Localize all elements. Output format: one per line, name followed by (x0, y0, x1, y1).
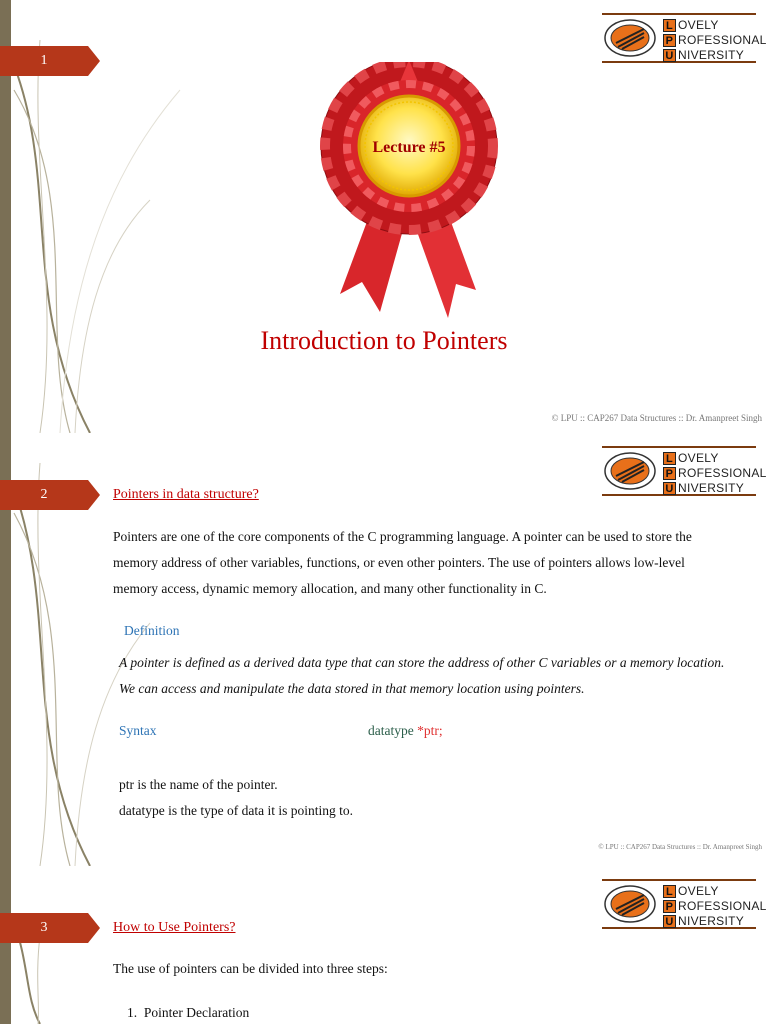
slide-heading: How to Use Pointers? (113, 920, 236, 935)
university-seal-icon (604, 19, 656, 57)
note-line: datatype is the type of data it is pointing to. (119, 803, 353, 818)
syntax-type: datatype (368, 723, 418, 738)
slide-number: 2 (40, 487, 48, 502)
intro-paragraph: Pointers are one of the core components of the C programming language. A pointer can be used to store the memory address of other variables, functions, or even other pointers. The use of pointers allows low-level memory access, dynamic memory allocation, and many other functionality in C. (113, 529, 692, 596)
syntax-label: Syntax (119, 723, 157, 738)
logo-letter-u: U (663, 915, 676, 928)
definition-text: A pointer is defined as a derived data type that can store the address of other C variables or a memory location. We can access and manipulate the data stored in that memory location using pointers. (119, 655, 725, 696)
logo-word-professional: ROFESSIONAL (678, 33, 767, 47)
slide-2 (0, 433, 768, 866)
logo-letter-l: L (663, 452, 676, 465)
university-logo (602, 879, 767, 929)
logo-letter-p: P (663, 900, 676, 913)
rosette-badge-icon (300, 62, 520, 322)
slide-number-tab (0, 480, 100, 510)
note-line: ptr is the name of the pointer. (119, 777, 278, 792)
copyright-text: © LPU :: CAP267 Data Structures :: Dr. Amanpreet Singh (551, 413, 762, 423)
slide-title: Introduction to Pointers (260, 326, 508, 355)
slide-heading: Pointers in data structure? (113, 487, 259, 502)
university-logo (602, 13, 767, 63)
swirl-decoration (0, 866, 200, 1024)
logo-letter-u: U (663, 49, 676, 62)
slide-number-tab (0, 46, 100, 76)
logo-letter-p: P (663, 467, 676, 480)
copyright-text: © LPU :: CAP267 Data Structures :: Dr. Amanpreet Singh (598, 843, 762, 851)
slide-number: 1 (40, 53, 48, 68)
slide-1 (0, 0, 768, 433)
university-logo (602, 446, 767, 496)
university-seal-icon (604, 452, 656, 490)
logo-word-university: NIVERSITY (678, 481, 745, 495)
list-text: Pointer Declaration (143, 1005, 250, 1020)
logo-word-university: NIVERSITY (678, 48, 745, 62)
logo-word-professional: ROFESSIONAL (678, 899, 767, 913)
badge-text: Lecture #5 (372, 139, 446, 156)
logo-word-lovely: OVELY (678, 451, 719, 465)
syntax-ptr: *ptr; (417, 723, 443, 738)
logo-word-university: NIVERSITY (678, 914, 745, 928)
definition-label: Definition (124, 623, 180, 638)
list-marker: 1. (127, 1005, 138, 1020)
list-item (127, 1005, 249, 1021)
logo-letter-u: U (663, 482, 676, 495)
slide-3 (0, 866, 768, 1024)
logo-letter-l: L (663, 885, 676, 898)
university-seal-icon (604, 885, 656, 923)
logo-word-professional: ROFESSIONAL (678, 466, 767, 480)
logo-word-lovely: OVELY (678, 18, 719, 32)
logo-word-lovely: OVELY (678, 884, 719, 898)
slide-number: 3 (40, 920, 48, 935)
slide-number-tab (0, 913, 100, 943)
logo-letter-p: P (663, 34, 676, 47)
syntax-code (368, 723, 443, 739)
intro-paragraph: The use of pointers can be divided into three steps: (113, 961, 388, 976)
logo-letter-l: L (663, 19, 676, 32)
